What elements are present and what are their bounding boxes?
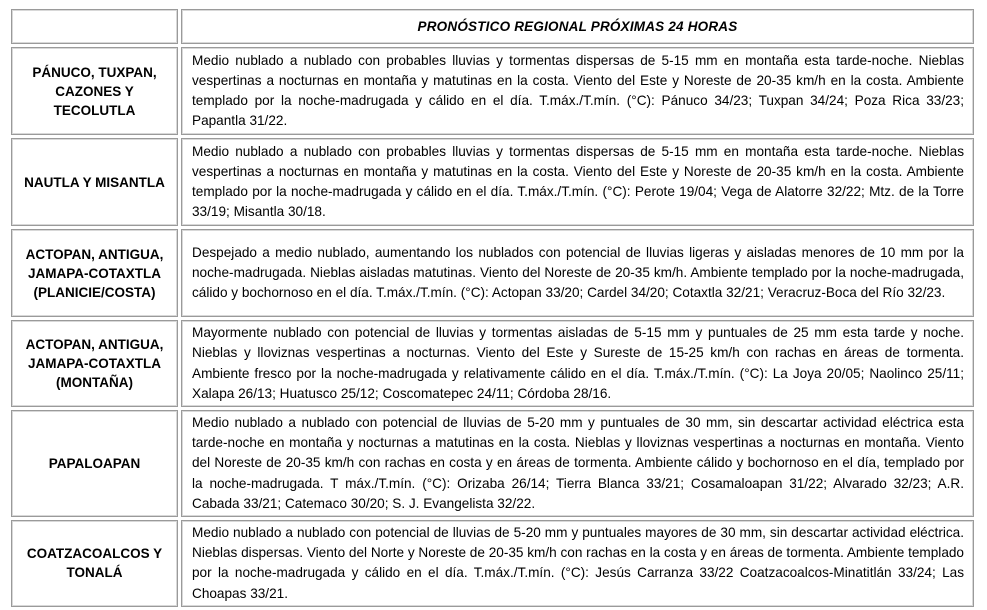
header-row: [11, 9, 974, 44]
region-name: PAPALOAPAN: [11, 410, 178, 517]
table-row: [11, 47, 974, 135]
region-name: ACTOPAN, ANTIGUA, JAMAPA-COTAXTLA (PLANICIE/COSTA): [11, 229, 178, 317]
region-name: ACTOPAN, ANTIGUA, JAMAPA-COTAXTLA (MONTAÑA): [11, 320, 178, 407]
table-row: [11, 320, 974, 407]
forecast-text: Medio nublado a nublado con potencial de lluvias de 5-20 mm y puntuales de 30 mm, sin descartar actividad eléctrica esta tarde-noche en montaña y nocturnas a matutinas en la costa. Nieblas y lloviznas vespertinas a nocturnas en montaña. Viento del Noreste de 20-35 km/h con rachas en costa y en áreas de tormenta. Ambiente cálido y bochornoso en el día, templado por la noche-madrugada. T máx./T.mín. (°C): Orizaba 26/14; Tierra Blanca 33/21; Cosamaloapan 31/22; Alvarado 32/23; A.R. Cabada 33/21; Catemaco 30/20; S. J. Evangelista 32/22.: [181, 410, 974, 517]
table-row: [11, 410, 974, 517]
region-name: COATZACOALCOS Y TONALÁ: [11, 520, 178, 607]
table-row: [11, 138, 974, 226]
forecast-text: Mayormente nublado con potencial de lluvias y tormentas aisladas de 5-15 mm y puntuales de 25 mm esta tarde y noche. Nieblas y lloviznas vespertinas a nocturnas. Viento del Este y Sureste de 15-25 km/h con rachas en áreas de tormenta. Ambiente fresco por la noche-madrugada y relativamente cálido en el día. T.máx./T.mín. (°C): La Joya 20/05; Naolinco 25/11; Xalapa 26/13; Huatusco 25/12; Coscomatepec 24/11; Córdoba 28/16.: [181, 320, 974, 407]
region-name: NAUTLA Y MISANTLA: [11, 138, 178, 226]
table-row: [11, 229, 974, 317]
forecast-document: [8, 6, 977, 610]
forecast-text: Medio nublado a nublado con potencial de lluvias de 5-20 mm y puntuales mayores de 30 mm, sin descartar actividad eléctrica. Nieblas dispersas. Viento del Norte y Noreste de 20-35 km/h con rachas en la costa y en áreas de tormenta. Ambiente templado por la noche-madrugada y cálido en el día. T.máx./T.mín. (°C): Jesús Carranza 33/22 Coatzacoalcos-Minatitlán 33/24; Las Choapas 33/21.: [181, 520, 974, 607]
forecast-table: [8, 6, 977, 610]
header-corner-cell: [11, 9, 178, 44]
region-name: PÁNUCO, TUXPAN, CAZONES Y TECOLUTLA: [11, 47, 178, 135]
forecast-text: Medio nublado a nublado con probables lluvias y tormentas dispersas de 5-15 mm en montaña esta tarde-noche. Nieblas vespertinas a nocturnas en montaña y matutinas en la costa. Viento del Este y Noreste de 20-35 km/h en la costa. Ambiente templado por la noche-madrugada y cálido en el día. T.máx./T.mín. (°C): Pánuco 34/23; Tuxpan 34/24; Poza Rica 33/23; Papantla 31/22.: [181, 47, 974, 135]
table-row: [11, 520, 974, 607]
forecast-text: Medio nublado a nublado con probables lluvias y tormentas dispersas de 5-15 mm en montaña esta tarde-noche. Nieblas vespertinas a nocturnas en montaña y matutinas en la costa. Viento del Este y Noreste de 20-35 km/h en la costa. Ambiente templado por la noche-madrugada y cálido en el día. T.máx./T.mín. (°C): Perote 19/04; Vega de Alatorre 32/22; Mtz. de la Torre 33/19; Misantla 30/18.: [181, 138, 974, 226]
table-title: PRONÓSTICO REGIONAL PRÓXIMAS 24 HORAS: [181, 9, 974, 44]
forecast-text: Despejado a medio nublado, aumentando los nublados con potencial de lluvias ligeras y aisladas menores de 10 mm por la noche-madrugada. Nieblas aisladas matutinas. Viento del Noreste de 20-35 km/h. Ambiente templado por la noche-madrugada, cálido y bochornoso en el día. T.máx./T.mín. (°C): Actopan 33/20; Cardel 34/20; Cotaxtla 32/21; Veracruz-Boca del Río 32/23.: [181, 229, 974, 317]
